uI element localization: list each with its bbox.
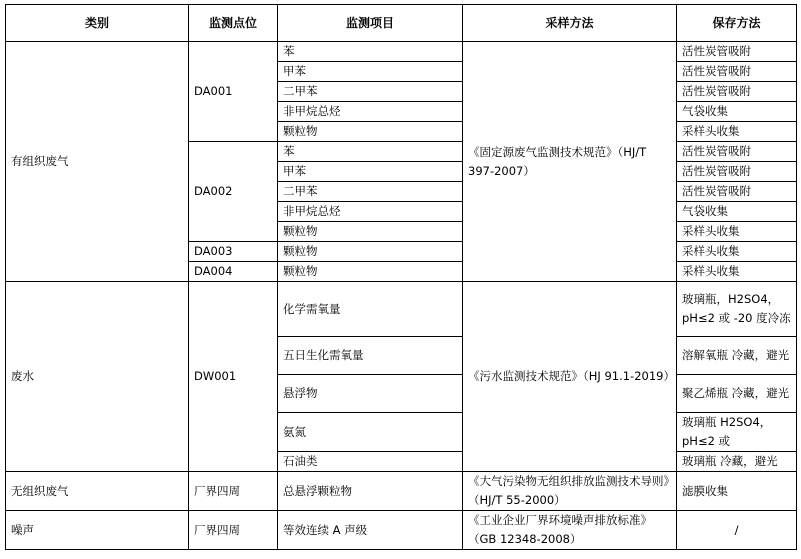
storage-cell: 采样头收集 [677,122,797,142]
storage-cell: 活性炭管吸附 [677,182,797,202]
method-fugitive: 《大气污染物无组织排放监测技术导则》（HJ/T 55-2000） [463,472,677,511]
item-cell: 总悬浮颗粒物 [278,472,463,511]
category-wastewater: 废水 [6,282,189,472]
point-dw001: DW001 [189,282,278,472]
storage-cell: 活性炭管吸附 [677,82,797,102]
header-storage-method: 保存方法 [677,5,797,42]
storage-cell: 活性炭管吸附 [677,42,797,62]
category-organic: 有组织废气 [6,42,189,282]
item-cell: 氨氮 [278,413,463,452]
table-row [6,511,797,550]
item-cell: 化学需氧量 [278,282,463,337]
storage-cell: 气袋收集 [677,202,797,222]
storage-cell: 活性炭管吸附 [677,142,797,162]
category-noise: 噪声 [6,511,189,550]
storage-cell: 采样头收集 [677,242,797,262]
item-cell: 悬浮物 [278,375,463,413]
method-wastewater: 《污水监测技术规范》（HJ 91.1-2019） [463,282,677,472]
point-da002: DA002 [189,142,278,242]
point-da003: DA003 [189,242,278,262]
storage-cell: 活性炭管吸附 [677,162,797,182]
item-cell: 石油类 [278,452,463,472]
item-cell: 甲苯 [278,62,463,82]
category-fugitive: 无组织废气 [6,472,189,511]
item-cell: 非甲烷总烃 [278,102,463,122]
item-cell: 甲苯 [278,162,463,182]
point-da004: DA004 [189,262,278,282]
item-cell: 颗粒物 [278,122,463,142]
storage-cell: 溶解氧瓶 冷藏，避光 [677,337,797,375]
header-category: 类别 [6,5,189,42]
item-cell: 等效连续 A 声级 [278,511,463,550]
storage-cell: 气袋收集 [677,102,797,122]
storage-cell: 采样头收集 [677,262,797,282]
item-cell: 五日生化需氧量 [278,337,463,375]
table-row [6,282,797,337]
storage-cell: 玻璃瓶，H2SO4，pH≤2 或 -20 度冷冻 [677,282,797,337]
point-fugitive: 厂界四周 [189,472,278,511]
item-cell: 非甲烷总烃 [278,202,463,222]
storage-cell: 玻璃瓶 冷藏，避光 [677,452,797,472]
header-item: 监测项目 [278,5,463,42]
point-da001: DA001 [189,42,278,142]
storage-cell: 滤膜收集 [677,472,797,511]
item-cell: 颗粒物 [278,262,463,282]
method-organic: 《固定源废气监测技术规范》（HJ/T 397-2007） [463,42,677,282]
storage-cell: 玻璃瓶 H2SO4，pH≤2 或 [677,413,797,452]
header-sampling-method: 采样方法 [463,5,677,42]
table-row [6,42,797,62]
header-row [6,5,797,42]
item-cell: 苯 [278,142,463,162]
method-noise: 《工业企业厂界环境噪声排放标准》（GB 12348-2008） [463,511,677,550]
table-row [6,472,797,511]
item-cell: 二甲苯 [278,82,463,102]
item-cell: 二甲苯 [278,182,463,202]
storage-cell: / [677,511,797,550]
item-cell: 苯 [278,42,463,62]
monitoring-table [5,4,797,550]
storage-cell: 活性炭管吸附 [677,62,797,82]
storage-cell: 采样头收集 [677,222,797,242]
item-cell: 颗粒物 [278,242,463,262]
storage-cell: 聚乙烯瓶 冷藏，避光 [677,375,797,413]
point-noise: 厂界四周 [189,511,278,550]
header-point: 监测点位 [189,5,278,42]
item-cell: 颗粒物 [278,222,463,242]
